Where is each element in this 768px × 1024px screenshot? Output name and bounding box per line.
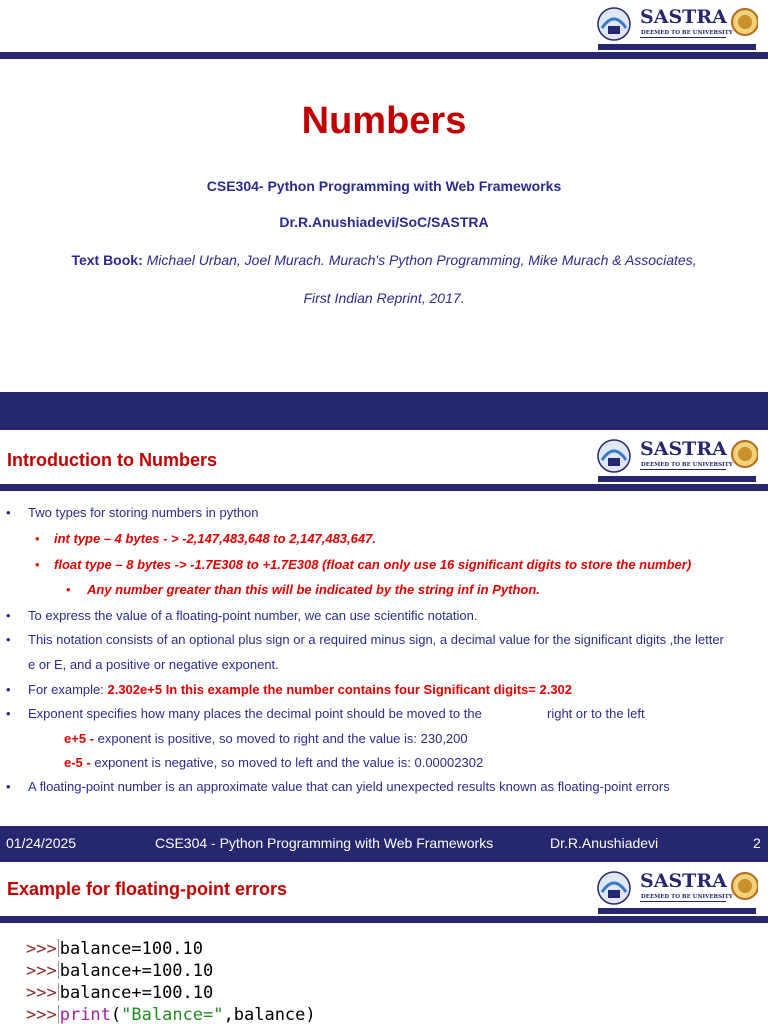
bullet: • (6, 505, 11, 520)
code-line (26, 983, 213, 1003)
list-item-tail: right or to the left (547, 706, 645, 721)
sastra-logo (596, 4, 758, 54)
shell-prompt: >>> (26, 983, 57, 1003)
footer-course: CSE304 - Python Programming with Web Frameworks (155, 835, 494, 851)
code-paren: ( (110, 1005, 122, 1024)
exponent-key: e-5 - (64, 755, 95, 770)
sastra-logo (596, 868, 758, 918)
svg-text:DEEMED TO BE UNIVERSITY: DEEMED TO BE UNIVERSITY (641, 30, 733, 36)
bullet: • (66, 582, 71, 597)
list-item: int type – 4 bytes - > -2,147,483,648 to 2,147,483,647. (54, 531, 376, 546)
prompt-divider (58, 961, 59, 979)
example-value: 2.302e+5 (107, 682, 166, 697)
course-name: CSE304- Python Programming with Web Frameworks (206, 178, 562, 194)
shell-prompt: >>> (26, 1005, 57, 1024)
exponent-text: exponent is negative, so moved to left and the value is: 0.00002302 (94, 755, 484, 770)
list-item: To express the value of a floating-point number, we can use scientific notation. (28, 608, 478, 623)
list-item: Exponent specifies how many places the decimal point should be moved to the (28, 706, 482, 721)
bullet: • (35, 531, 40, 546)
shell-prompt: >>> (26, 939, 57, 959)
code-keyword: print (59, 1005, 111, 1024)
top-rule (0, 916, 768, 923)
example-explanation: In this example the number contains four Significant digits= 2.302 (165, 682, 573, 697)
content-slide (0, 432, 768, 862)
code-line (26, 939, 203, 959)
exponent-positive (64, 731, 468, 746)
list-item (28, 682, 572, 697)
code-text: ,balance) (223, 1005, 316, 1024)
bullet: • (6, 779, 11, 794)
slide-heading: Introduction to Numbers (7, 450, 217, 470)
exponent-negative (64, 755, 483, 770)
code-line (26, 1005, 316, 1024)
list-item: Any number greater than this will be indicated by the string inf in Python. (87, 582, 540, 597)
example-prefix: For example: (28, 682, 108, 697)
bottom-band (0, 392, 768, 430)
bullet: • (6, 682, 11, 697)
bullet: • (6, 608, 11, 623)
bullet: • (6, 706, 11, 721)
list-item-continued: e or E, and a positive or negative exponent. (28, 657, 279, 672)
exponent-key: e+5 - (64, 731, 98, 746)
shell-prompt: >>> (26, 961, 57, 981)
list-item: Two types for storing numbers in python (28, 505, 259, 520)
example-slide (0, 864, 768, 1024)
page-number: 2 (753, 835, 761, 851)
textbook-citation: Michael Urban, Joel Murach. Murach's Python Programming, Mike Murach & Associates, (146, 252, 697, 268)
code-line (26, 961, 213, 981)
footer-author: Dr.R.Anushiadevi (550, 835, 659, 851)
bullet: • (35, 557, 40, 572)
textbook-line (0, 252, 768, 268)
textbook-reprint: First Indian Reprint, 2017. (303, 290, 465, 306)
title-slide (0, 0, 768, 430)
sastra-logo (596, 436, 758, 486)
slide-footer (0, 826, 768, 862)
svg-text:SASTRA: SASTRA (640, 6, 727, 28)
list-item: A floating-point number is an approximate value that can yield unexpected results known as floating-point errors (28, 779, 670, 794)
svg-text:DEEMED TO BE UNIVERSITY: DEEMED TO BE UNIVERSITY (641, 462, 733, 468)
list-item: This notation consists of an optional plus sign or a required minus sign, a decimal value for the significant digits ,the letter (28, 632, 724, 647)
top-rule (0, 484, 768, 491)
bullet: • (6, 632, 11, 647)
prompt-divider (58, 939, 59, 957)
exponent-text: exponent is positive, so moved to right and the value is: 230,200 (97, 731, 468, 746)
slide-title: Numbers (301, 100, 467, 142)
code-text: balance+=100.10 (59, 961, 214, 981)
slide-heading: Example for floating-point errors (7, 879, 288, 899)
list-item: float type – 8 bytes -> -1.7E308 to +1.7E308 (float can only use 16 significant digits to store the number) (54, 557, 692, 572)
top-rule (0, 52, 768, 59)
textbook-label: Text Book: (71, 252, 143, 268)
code-text: balance+=100.10 (59, 983, 214, 1003)
svg-text:SASTRA: SASTRA (640, 438, 727, 460)
svg-text:DEEMED TO BE UNIVERSITY: DEEMED TO BE UNIVERSITY (641, 894, 733, 900)
svg-text:SASTRA: SASTRA (640, 870, 727, 892)
footer-date: 01/24/2025 (6, 835, 77, 851)
prompt-divider (58, 1005, 59, 1023)
author-name: Dr.R.Anushiadevi/SoC/SASTRA (279, 214, 489, 230)
code-text: balance=100.10 (59, 939, 204, 959)
prompt-divider (58, 983, 59, 1001)
code-string: "Balance=" (121, 1005, 224, 1024)
